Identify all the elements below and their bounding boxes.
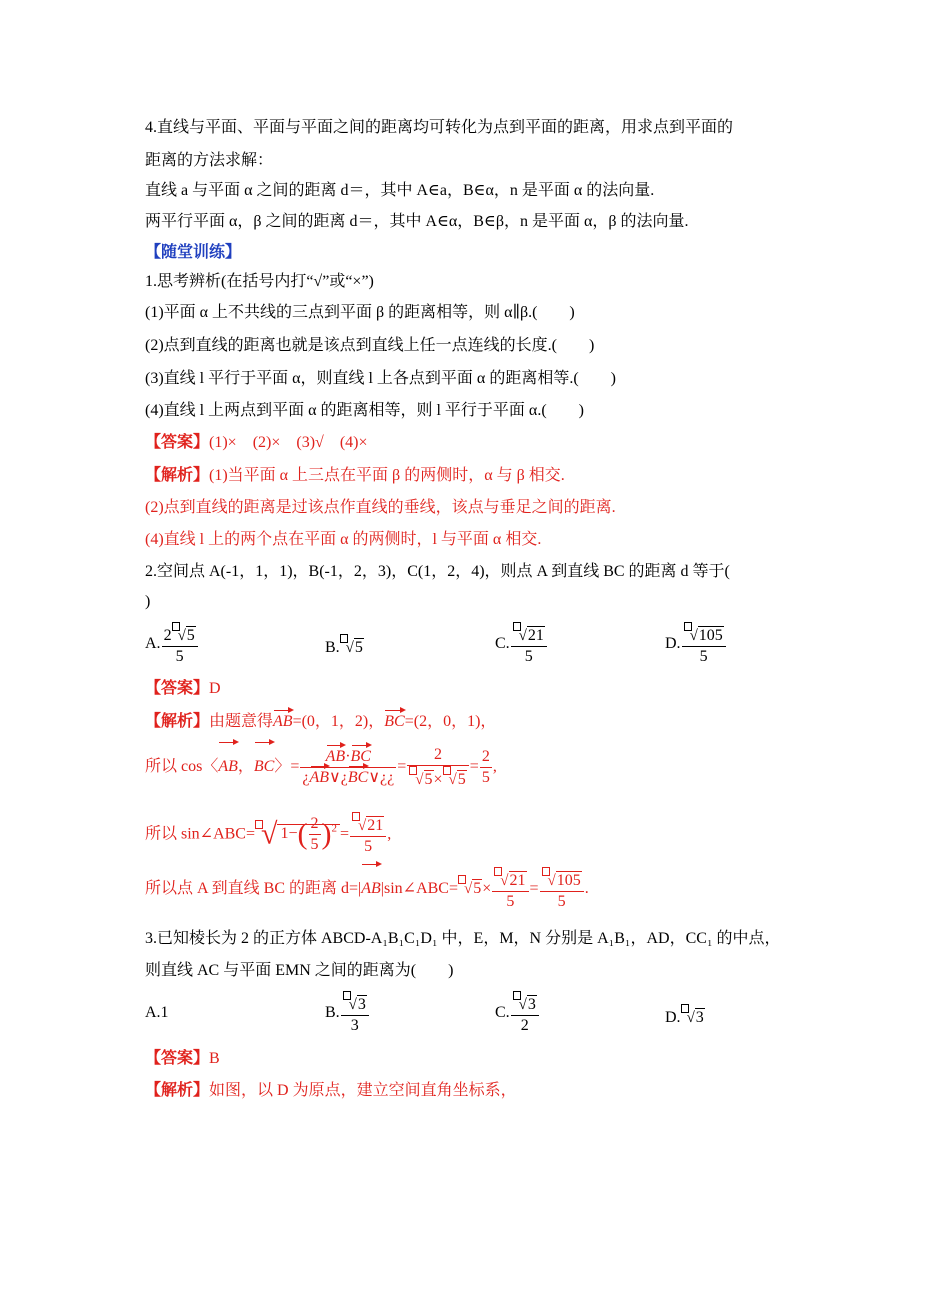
q3-option-d: D. √3 — [665, 1004, 705, 1027]
q1-title: 1.思考辨析(在括号内打“√”或“×”) — [145, 273, 374, 290]
q3-option-c: C. $\frac{√3}{2}$ — [495, 991, 540, 1036]
q2-analysis-3: 所以 sin∠ABC= √ 1−( $\frac{2}{5}$ )$^2$ = $\frac{√21}{5}$ , — [145, 806, 391, 858]
q3-title-1: 3.已知棱长为 2 的正方体 ABCD-A₁B₁C₁D₁ 中，E，M，N 分别是 A₁B₁，AD，CC₁ 的中点， — [145, 930, 781, 947]
q3-title-2: 则直线 AC 与平面 EMN 之间的距离为( ) — [145, 962, 454, 979]
q1-analysis-1 — [145, 466, 565, 486]
q1-item-1: (1)平面 α 上不共线的三点到平面 β 的距离相等，则 α∥β.( ) — [145, 304, 575, 321]
q3-option-a: A.1 — [145, 1004, 169, 1021]
p4-line3: 直线 a 与平面 α 之间的距离 d＝，其中 A∈a，B∈α，n 是平面 α 的法向量. — [145, 182, 655, 199]
q2-analysis-1: 【解析】由题意得AB=(0，1，2)，BC=(2，0，1)， — [145, 713, 497, 730]
q1-item-2: (2)点到直线的距离也就是该点到直线上任一点连线的长度.( ) — [145, 337, 595, 354]
q2-option-c: C. $\frac{√21}{5}$ — [495, 622, 548, 667]
p4-line4: 两平行平面 α，β 之间的距离 d＝，其中 A∈α，B∈β，n 是平面 α，β 的法向量. — [145, 213, 689, 230]
analysis-text: (1)当平面 α 上三点在平面 β 的两侧时，α 与 β 相交. — [209, 467, 565, 484]
q3-analysis: 【解析】如图，以 D 为原点，建立空间直角坐标系， — [145, 1082, 517, 1099]
q2-answer: 【答案】D — [145, 680, 221, 697]
q2-title-cont: ) — [145, 593, 151, 610]
q3-answer: 【答案】B — [145, 1050, 220, 1067]
q1-analysis-3: (4)直线 l 上的两个点在平面 α 的两侧时，l 与平面 α 相交. — [145, 531, 542, 548]
answer-text: (1)× (2)× (3)√ (4)× — [209, 434, 368, 451]
q2-option-b: B. √5 — [325, 634, 364, 657]
q2-analysis-4: 所以点 A 到直线 BC 的距离 d=|AB|sin∠ABC= √5× $\frac{√21}{5}$ = $\frac{√105}{5}$ . — [145, 866, 589, 912]
q1-item-4: (4)直线 l 上两点到平面 α 的距离相等，则 l 平行于平面 α.( ) — [145, 402, 584, 419]
q1-item-3: (3)直线 l 平行于平面 α，则直线 l 上各点到平面 α 的距离相等.( ) — [145, 370, 616, 387]
q1-answer — [145, 433, 368, 453]
section-title: 【随堂训练】 — [145, 244, 242, 261]
q2-option-d: D. $\frac{√105}{5}$ — [665, 622, 727, 667]
q2-title: 2.空间点 A(-1，1，1)，B(-1，2，3)，C(1，2，4)，则点 A 到直线 BC 的距离 d 等于( — [145, 563, 730, 580]
q2-analysis-2: 所以 cos〈AB，BC〉= $\frac{AB\cdot BC}{¿AB\vee¿BC\vee¿¿}$ = $\frac{2}{√5\times √5}$ = $\frac{2}{5}$ , — [145, 744, 497, 790]
answer-label: 【答案】 — [145, 434, 210, 451]
analysis-label: 【解析】 — [145, 467, 210, 484]
q2-option-a: A. $\frac{2 √5}{5}$ — [145, 622, 199, 667]
q3-option-b: B. $\frac{√3}{3}$ — [325, 991, 370, 1036]
p4-line1: 4.直线与平面、平面与平面之间的距离均可转化为点到平面的距离，用求点到平面的 — [145, 119, 734, 136]
q1-analysis-2: (2)点到直线的距离是过该点作直线的垂线，该点与垂足之间的距离. — [145, 499, 616, 516]
p4-line2: 距离的方法求解： — [145, 152, 274, 169]
